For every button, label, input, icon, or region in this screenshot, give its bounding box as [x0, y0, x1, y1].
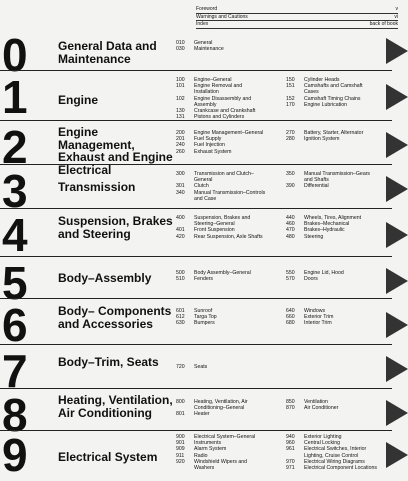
subsection-code: 850 [286, 399, 295, 405]
subsection-label: Electrical Component Locations [304, 465, 377, 472]
subsection-entry[interactable] [286, 276, 378, 282]
subsection-code: 470 [286, 227, 295, 234]
subsection-label: Electrical System–General [194, 434, 256, 440]
section-title: Electrical System [58, 450, 158, 464]
section-tab-arrow-icon[interactable] [386, 222, 408, 248]
section-title: Body–Assembly [58, 271, 152, 285]
subsection-label: Heater [194, 411, 210, 418]
section-number: 2 [2, 121, 27, 173]
subsection-label: Engine–General [194, 77, 232, 83]
subsection-label: Transmission and Clutch–General [194, 171, 254, 184]
section-tab-arrow-icon[interactable] [386, 38, 408, 64]
subsection-entry[interactable] [176, 276, 268, 282]
subsection-list-right [286, 399, 378, 411]
subsection-code: 010 [176, 40, 185, 46]
subsection-entry[interactable] [286, 136, 378, 142]
subsection-label: Brakes–Hydraulic [304, 227, 345, 234]
subsection-label: Battery, Starter, Alternator [304, 130, 364, 136]
subsection-label: Brakes–Mechanical [304, 221, 350, 228]
subsection-entry[interactable] [286, 405, 378, 411]
subsection-label: Differential [304, 183, 329, 190]
section-title: Engine [58, 93, 99, 107]
subsection-label: General [194, 40, 213, 46]
subsection-code: 201 [176, 136, 185, 143]
subsection-label: Bumpers [194, 320, 215, 327]
subsection-label: Manual Transmission–Controls and Case [194, 189, 266, 202]
subsection-list-left [176, 270, 268, 282]
subsection-label: Electrical Wiring Diagrams [304, 458, 365, 465]
subsection-code: 870 [286, 405, 295, 412]
subsection-label: Crankcase and Crankshaft [194, 108, 256, 115]
subsection-label: Wheels, Tires, Alignment [304, 215, 362, 221]
section-tab-arrow-icon[interactable] [386, 400, 408, 426]
section-title: Transmission [58, 180, 136, 194]
subsection-code: 630 [176, 320, 185, 327]
subsection-label: Fuel Injection [194, 142, 225, 149]
subsection-entry[interactable] [286, 446, 378, 458]
subsection-entry[interactable] [286, 102, 378, 108]
subsection-code: 480 [286, 233, 295, 240]
section-9[interactable] [0, 429, 408, 481]
subsection-entry[interactable] [176, 320, 268, 326]
section-divider [0, 120, 392, 121]
subsection-code: 131 [176, 114, 185, 121]
subsection-label: Rear Suspension, Axle Shafts [194, 233, 263, 240]
section-number: 7 [2, 345, 27, 397]
subsection-label: Ventilation [304, 399, 328, 405]
subsection-list-right [286, 270, 378, 282]
subsection-code: 800 [176, 399, 185, 405]
subsection-label: Central Locking [304, 440, 341, 447]
subsection-code: 909 [176, 446, 185, 453]
subsection-entry[interactable] [176, 149, 268, 155]
subsection-list-right [286, 215, 378, 240]
subsection-label: Steering [304, 233, 324, 240]
subsection-label: Manual Transmission–Gears and Shafts [304, 171, 371, 184]
subsection-code: 350 [286, 171, 295, 177]
section-number: 5 [2, 257, 27, 309]
subsection-code: 280 [286, 136, 295, 143]
subsection-list-left [176, 364, 268, 370]
subsection-entry[interactable] [286, 320, 378, 326]
subsection-label: Camshaft Timing Chains [304, 95, 361, 102]
section-7[interactable] [0, 345, 408, 397]
subsection-label: Air Conditioner [304, 405, 339, 412]
subsection-code: 340 [176, 189, 185, 196]
subsection-list-right [286, 308, 378, 327]
subsection-code: 102 [176, 95, 185, 102]
subsection-entry[interactable] [286, 183, 378, 189]
section-title: Body–Trim, Seats [58, 355, 159, 369]
section-tab-arrow-icon[interactable] [386, 176, 408, 202]
subsection-label: Fenders [194, 276, 214, 283]
section-tab-arrow-icon[interactable] [386, 84, 408, 110]
subsection-label: Suspension, Brakes and Steering–General [194, 215, 251, 228]
subsection-list-right [286, 130, 378, 142]
subsection-code: 440 [286, 215, 295, 221]
section-tab-arrow-icon[interactable] [386, 132, 408, 158]
section-title: Suspension, Brakes and Steering [58, 214, 173, 241]
subsection-code: 260 [176, 148, 185, 155]
subsection-label: Engine Lid, Hood [304, 270, 344, 276]
subsection-code: 152 [286, 95, 295, 102]
section-divider [0, 388, 392, 389]
subsection-code: 030 [176, 46, 185, 53]
section-divider [0, 256, 392, 257]
subsection-code: 150 [286, 77, 295, 83]
subsection-label: Engine Removal and Installation [194, 83, 243, 96]
subsection-label: Targa Top [194, 314, 217, 321]
subsection-list-left [176, 215, 268, 240]
subsection-label: Exhaust System [194, 148, 232, 155]
subsection-list-right [286, 77, 378, 108]
subsection-code: 170 [286, 101, 295, 108]
subsection-label: Seats [194, 364, 208, 370]
subsection-code: 971 [286, 465, 295, 472]
subsection-code: 612 [176, 314, 185, 321]
subsection-label: Camshafts and Camshaft Cases [304, 83, 363, 96]
section-number: 6 [2, 299, 27, 351]
subsection-label: Instruments [194, 440, 222, 447]
subsection-label: Exterior Trim [304, 314, 334, 321]
section-divider [0, 208, 392, 209]
subsection-list-left [176, 40, 268, 52]
subsection-entry[interactable] [176, 83, 268, 95]
section-title: Heating, Ventilation, Air Conditioning [58, 393, 173, 420]
subsection-label: Engine Lubrication [304, 101, 347, 108]
subsection-code: 900 [176, 434, 185, 440]
subsection-label: Cylinder Heads [304, 77, 340, 83]
subsection-entry[interactable] [176, 364, 268, 370]
section-tab-arrow-icon[interactable] [386, 312, 408, 338]
subsection-label: Front Suspension [194, 227, 235, 234]
subsection-code: 640 [286, 308, 295, 314]
subsection-label: Electrical Switches, Interior Lighting, Cruise Control [304, 446, 367, 459]
subsection-code: 200 [176, 130, 185, 136]
subsection-code: 240 [176, 142, 185, 149]
section-number: 9 [2, 429, 27, 481]
section-title: Engine Management, Exhaust and Engine Electrical [58, 125, 173, 177]
subsection-label: Maintenance [194, 46, 224, 53]
subsection-list-left [176, 308, 268, 327]
subsection-code: 130 [176, 108, 185, 115]
subsection-entry[interactable] [176, 46, 268, 52]
subsection-list-left [176, 130, 268, 155]
subsection-code: 970 [286, 458, 295, 465]
subsection-code: 961 [286, 446, 295, 453]
section-3[interactable] [0, 165, 408, 217]
subsection-list-right [286, 434, 378, 471]
subsection-entry[interactable] [286, 83, 378, 95]
section-tab-arrow-icon[interactable] [386, 442, 408, 468]
section-6[interactable] [0, 299, 408, 351]
subsection-list-right [286, 171, 378, 190]
subsection-code: 911 [176, 452, 185, 459]
section-divider [0, 430, 392, 431]
section-number: 0 [2, 29, 27, 81]
subsection-code: 550 [286, 270, 295, 276]
subsection-code: 401 [176, 227, 185, 234]
subsection-label: Heating, Ventilation, Air Conditioning–General [194, 399, 248, 412]
subsection-entry[interactable] [176, 411, 268, 417]
section-0[interactable] [0, 28, 408, 80]
subsection-code: 400 [176, 215, 185, 221]
section-title: General Data and Maintenance [58, 39, 157, 66]
section-1[interactable] [0, 71, 408, 123]
subsection-code: 420 [176, 233, 185, 240]
subsection-label: Doors [304, 276, 318, 283]
subsection-code: 720 [176, 364, 185, 370]
subsection-code: 300 [176, 171, 185, 177]
section-5[interactable] [0, 257, 408, 309]
subsection-code: 500 [176, 270, 185, 276]
section-number: 4 [2, 209, 27, 261]
subsection-entry[interactable] [286, 234, 378, 240]
subsection-entry[interactable] [176, 190, 268, 202]
subsection-entry[interactable] [176, 215, 268, 227]
subsection-code: 270 [286, 130, 295, 136]
subsection-label: Clutch [194, 183, 209, 190]
section-title: Body– Components and Accessories [58, 304, 172, 331]
front-item-index[interactable]: Index back of book [196, 21, 398, 28]
subsection-label: Engine Management–General [194, 130, 264, 136]
subsection-label: Body Assembly–General [194, 270, 251, 276]
subsection-entry[interactable] [286, 465, 378, 471]
section-divider [0, 164, 392, 165]
subsection-entry[interactable] [176, 234, 268, 240]
subsection-code: 460 [286, 221, 295, 228]
subsection-list-left [176, 399, 268, 418]
subsection-code: 920 [176, 458, 185, 465]
subsection-list-left [176, 77, 268, 120]
front-matter-list [196, 6, 398, 29]
section-divider [0, 70, 392, 71]
subsection-code: 390 [286, 183, 295, 190]
section-divider [0, 298, 392, 299]
subsection-list-left [176, 434, 268, 471]
section-tab-arrow-icon[interactable] [386, 268, 408, 294]
subsection-code: 960 [286, 440, 295, 447]
subsection-label: Engine Disassembly and Assembly [194, 95, 252, 108]
subsection-label: Sunroof [194, 308, 213, 314]
subsection-entry[interactable] [176, 459, 268, 471]
section-number: 8 [2, 389, 27, 441]
section-4[interactable] [0, 209, 408, 261]
subsection-code: 100 [176, 77, 185, 83]
subsection-label: Exterior Lighting [304, 434, 342, 440]
subsection-entry[interactable] [176, 399, 268, 411]
subsection-label: Ignition System [304, 136, 340, 143]
subsection-code: 601 [176, 308, 185, 314]
section-tab-arrow-icon[interactable] [386, 356, 408, 382]
subsection-code: 660 [286, 314, 295, 321]
subsection-label: Radio [194, 452, 208, 459]
subsection-code: 570 [286, 276, 295, 283]
subsection-code: 510 [176, 276, 185, 283]
subsection-code: 151 [286, 83, 295, 90]
subsection-label: Fuel Supply [194, 136, 222, 143]
subsection-entry[interactable] [176, 171, 268, 183]
section-divider [0, 344, 392, 345]
subsection-label: Windows [304, 308, 326, 314]
subsection-code: 801 [176, 411, 185, 418]
subsection-code: 301 [176, 183, 185, 190]
front-item-warnings[interactable]: Warnings and Cautions vi [196, 13, 398, 20]
section-number: 3 [2, 165, 27, 217]
subsection-label: Pistons and Cylinders [194, 114, 245, 121]
subsection-code: 101 [176, 83, 185, 90]
subsection-code: 680 [286, 320, 295, 327]
subsection-list-left [176, 171, 268, 202]
subsection-code: 901 [176, 440, 185, 447]
subsection-entry[interactable] [286, 171, 378, 183]
subsection-label: Alarm System [194, 446, 227, 453]
subsection-label: Interior Trim [304, 320, 332, 327]
subsection-label: Windshield Wipers and Washers [194, 458, 248, 472]
subsection-entry[interactable] [176, 96, 268, 108]
front-item-foreword[interactable]: Foreword v [196, 6, 398, 12]
section-number: 1 [2, 71, 27, 123]
subsection-code: 940 [286, 434, 295, 440]
